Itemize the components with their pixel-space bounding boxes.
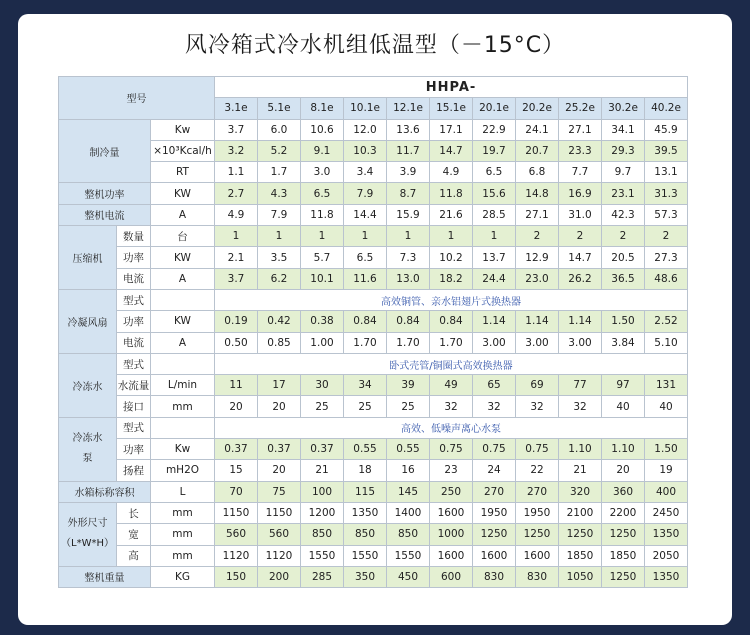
value-cell: 10.6 — [301, 119, 344, 140]
value-cell: 250 — [430, 481, 473, 502]
value-cell: 21 — [301, 460, 344, 481]
value-cell: 34 — [344, 375, 387, 396]
value-cell: 2100 — [559, 502, 602, 523]
value-cell: 1950 — [516, 502, 559, 523]
value-cell: 25 — [301, 396, 344, 417]
value-cell: 6.8 — [516, 162, 559, 183]
value-cell: 27.1 — [516, 204, 559, 225]
sub-label: 接口 — [117, 396, 151, 417]
value-cell: 65 — [473, 375, 516, 396]
unit-weight-label: 整机重量 — [59, 566, 151, 587]
unit-cell — [151, 353, 215, 374]
value-cell: 19.7 — [473, 140, 516, 161]
value-cell: 9.1 — [301, 140, 344, 161]
unit-cell: mH2O — [151, 460, 215, 481]
value-cell: 360 — [602, 481, 645, 502]
value-cell: 23.0 — [516, 268, 559, 289]
value-cell: 20 — [258, 396, 301, 417]
unit-cell: mm — [151, 545, 215, 566]
value-cell: 31.3 — [645, 183, 688, 204]
value-cell: 3.0 — [301, 162, 344, 183]
value-cell: 1600 — [430, 545, 473, 566]
value-cell: 40 — [602, 396, 645, 417]
value-cell: 29.3 — [602, 140, 645, 161]
value-cell: 1950 — [473, 502, 516, 523]
unit-cell: Kw — [151, 439, 215, 460]
sub-label: 型式 — [117, 353, 151, 374]
value-cell: 39.5 — [645, 140, 688, 161]
value-cell: 2.1 — [215, 247, 258, 268]
spec-table — [58, 76, 688, 588]
condenser-fan-label: 冷凝风扇 — [59, 289, 117, 353]
value-cell: 24.1 — [516, 119, 559, 140]
value-cell: 15 — [215, 460, 258, 481]
value-cell: 1.10 — [559, 439, 602, 460]
value-cell: 850 — [301, 524, 344, 545]
value-cell: 18.2 — [430, 268, 473, 289]
value-cell: 57.3 — [645, 204, 688, 225]
spec-sheet-panel — [18, 14, 732, 625]
table-row — [59, 204, 688, 225]
value-cell: 4.9 — [430, 162, 473, 183]
value-cell: 14.4 — [344, 204, 387, 225]
value-cell: 830 — [516, 566, 559, 587]
value-cell: 24 — [473, 460, 516, 481]
value-cell: 0.37 — [301, 439, 344, 460]
value-cell: 20 — [258, 460, 301, 481]
table-row — [59, 524, 688, 545]
value-cell: 11.6 — [344, 268, 387, 289]
table-row — [59, 396, 688, 417]
value-cell: 2 — [645, 226, 688, 247]
value-cell: 6.5 — [344, 247, 387, 268]
value-cell: 2 — [516, 226, 559, 247]
evaporator-type-desc: 卧式壳管/铜圈式高效换热器 — [215, 353, 688, 374]
table-row — [59, 353, 688, 374]
value-cell: 70 — [215, 481, 258, 502]
table-row — [59, 226, 688, 247]
chilled-water-label: 冷冻水 — [59, 353, 117, 417]
value-cell: 20.5 — [602, 247, 645, 268]
value-cell: 1150 — [258, 502, 301, 523]
dimensions-label: 外形尺寸（L*W*H） — [59, 502, 117, 566]
table-row — [59, 375, 688, 396]
unit-cell — [151, 417, 215, 438]
value-cell: 0.38 — [301, 311, 344, 332]
value-cell: 3.7 — [215, 268, 258, 289]
model-suffix-cell: 10.1e — [344, 98, 387, 119]
value-cell: 25 — [344, 396, 387, 417]
value-cell: 6.5 — [301, 183, 344, 204]
value-cell: 1250 — [559, 524, 602, 545]
value-cell: 20 — [602, 460, 645, 481]
value-cell: 12.9 — [516, 247, 559, 268]
value-cell: 1.14 — [516, 311, 559, 332]
value-cell: 1.50 — [602, 311, 645, 332]
value-cell: 1 — [215, 226, 258, 247]
value-cell: 11.8 — [301, 204, 344, 225]
compressor-label: 压缩机 — [59, 226, 117, 290]
value-cell: 22.9 — [473, 119, 516, 140]
table-row — [59, 417, 688, 438]
value-cell: 115 — [344, 481, 387, 502]
value-cell: 12.0 — [344, 119, 387, 140]
value-cell: 6.5 — [473, 162, 516, 183]
value-cell: 1600 — [516, 545, 559, 566]
value-cell: 48.6 — [645, 268, 688, 289]
sub-label: 高 — [117, 545, 151, 566]
table-row — [59, 289, 688, 310]
value-cell: 6.0 — [258, 119, 301, 140]
value-cell: 1.14 — [559, 311, 602, 332]
value-cell: 69 — [516, 375, 559, 396]
value-cell: 5.7 — [301, 247, 344, 268]
value-cell: 2200 — [602, 502, 645, 523]
value-cell: 6.2 — [258, 268, 301, 289]
value-cell: 7.9 — [258, 204, 301, 225]
value-cell: 34.1 — [602, 119, 645, 140]
value-cell: 0.55 — [387, 439, 430, 460]
value-cell: 23 — [430, 460, 473, 481]
unit-cell: KW — [151, 183, 215, 204]
value-cell: 14.7 — [430, 140, 473, 161]
unit-cell: mm — [151, 524, 215, 545]
value-cell: 131 — [645, 375, 688, 396]
value-cell: 18 — [344, 460, 387, 481]
unit-cell: A — [151, 332, 215, 353]
table-row — [59, 247, 688, 268]
value-cell: 21 — [559, 460, 602, 481]
table-row — [59, 460, 688, 481]
table-row — [59, 140, 688, 161]
value-cell: 16.9 — [559, 183, 602, 204]
value-cell: 26.2 — [559, 268, 602, 289]
value-cell: 400 — [645, 481, 688, 502]
value-cell: 0.75 — [430, 439, 473, 460]
value-cell: 32 — [473, 396, 516, 417]
value-cell: 2 — [602, 226, 645, 247]
value-cell: 1 — [344, 226, 387, 247]
value-cell: 2 — [559, 226, 602, 247]
value-cell: 27.1 — [559, 119, 602, 140]
value-cell: 3.00 — [559, 332, 602, 353]
value-cell: 13.6 — [387, 119, 430, 140]
value-cell: 1 — [430, 226, 473, 247]
model-suffix-cell: 15.1e — [430, 98, 473, 119]
value-cell: 3.2 — [215, 140, 258, 161]
value-cell: 1.1 — [215, 162, 258, 183]
model-suffix-cell: 30.2e — [602, 98, 645, 119]
chilled-water-pump-label: 冷冻水泵 — [59, 417, 117, 481]
sub-label: 电流 — [117, 332, 151, 353]
sub-label: 长 — [117, 502, 151, 523]
value-cell: 450 — [387, 566, 430, 587]
value-cell: 11.7 — [387, 140, 430, 161]
model-suffix-cell: 8.1e — [301, 98, 344, 119]
value-cell: 24.4 — [473, 268, 516, 289]
value-cell: 13.0 — [387, 268, 430, 289]
value-cell: 0.42 — [258, 311, 301, 332]
value-cell: 0.85 — [258, 332, 301, 353]
value-cell: 850 — [344, 524, 387, 545]
unit-cell: A — [151, 204, 215, 225]
value-cell: 320 — [559, 481, 602, 502]
value-cell: 1.70 — [430, 332, 473, 353]
unit-cell: A — [151, 268, 215, 289]
value-cell: 4.9 — [215, 204, 258, 225]
value-cell: 7.7 — [559, 162, 602, 183]
value-cell: 1550 — [301, 545, 344, 566]
value-cell: 45.9 — [645, 119, 688, 140]
value-cell: 1350 — [344, 502, 387, 523]
value-cell: 16 — [387, 460, 430, 481]
unit-current-label: 整机电流 — [59, 204, 151, 225]
value-cell: 1.70 — [387, 332, 430, 353]
value-cell: 13.1 — [645, 162, 688, 183]
value-cell: 1.00 — [301, 332, 344, 353]
value-cell: 40 — [645, 396, 688, 417]
value-cell: 0.75 — [516, 439, 559, 460]
value-cell: 14.7 — [559, 247, 602, 268]
sub-label: 功率 — [117, 247, 151, 268]
value-cell: 1 — [473, 226, 516, 247]
sub-label: 功率 — [117, 311, 151, 332]
value-cell: 3.00 — [516, 332, 559, 353]
unit-power-label: 整机功率 — [59, 183, 151, 204]
unit-cell: RT — [151, 162, 215, 183]
model-suffix-cell: 5.1e — [258, 98, 301, 119]
value-cell: 1350 — [645, 524, 688, 545]
value-cell: 1.50 — [645, 439, 688, 460]
value-cell: 1.70 — [344, 332, 387, 353]
value-cell: 22 — [516, 460, 559, 481]
value-cell: 1850 — [559, 545, 602, 566]
value-cell: 19 — [645, 460, 688, 481]
model-label: 型号 — [59, 77, 215, 120]
value-cell: 2.7 — [215, 183, 258, 204]
value-cell: 0.84 — [387, 311, 430, 332]
value-cell: 1600 — [430, 502, 473, 523]
value-cell: 1150 — [215, 502, 258, 523]
table-row — [59, 162, 688, 183]
unit-cell: KW — [151, 247, 215, 268]
value-cell: 4.3 — [258, 183, 301, 204]
unit-cell — [151, 289, 215, 310]
table-row — [59, 439, 688, 460]
value-cell: 15.6 — [473, 183, 516, 204]
value-cell: 150 — [215, 566, 258, 587]
value-cell: 23.3 — [559, 140, 602, 161]
value-cell: 560 — [258, 524, 301, 545]
value-cell: 8.7 — [387, 183, 430, 204]
pump-type-desc: 高效、低噪声离心水泵 — [215, 417, 688, 438]
value-cell: 10.2 — [430, 247, 473, 268]
value-cell: 77 — [559, 375, 602, 396]
value-cell: 10.3 — [344, 140, 387, 161]
value-cell: 17.1 — [430, 119, 473, 140]
value-cell: 3.84 — [602, 332, 645, 353]
value-cell: 1250 — [602, 524, 645, 545]
value-cell: 7.3 — [387, 247, 430, 268]
value-cell: 1000 — [430, 524, 473, 545]
value-cell: 200 — [258, 566, 301, 587]
sub-label: 电流 — [117, 268, 151, 289]
value-cell: 1120 — [258, 545, 301, 566]
table-row — [59, 119, 688, 140]
value-cell: 97 — [602, 375, 645, 396]
value-cell: 17 — [258, 375, 301, 396]
model-suffix-cell: 40.2e — [645, 98, 688, 119]
value-cell: 270 — [473, 481, 516, 502]
value-cell: 31.0 — [559, 204, 602, 225]
value-cell: 11 — [215, 375, 258, 396]
value-cell: 1.10 — [602, 439, 645, 460]
value-cell: 20 — [215, 396, 258, 417]
value-cell: 5.2 — [258, 140, 301, 161]
value-cell: 1250 — [473, 524, 516, 545]
value-cell: 3.5 — [258, 247, 301, 268]
value-cell: 14.8 — [516, 183, 559, 204]
value-cell: 600 — [430, 566, 473, 587]
table-row — [59, 545, 688, 566]
value-cell: 850 — [387, 524, 430, 545]
value-cell: 32 — [559, 396, 602, 417]
sub-label: 型式 — [117, 417, 151, 438]
unit-cell: 台 — [151, 226, 215, 247]
value-cell: 13.7 — [473, 247, 516, 268]
value-cell: 5.10 — [645, 332, 688, 353]
value-cell: 1 — [258, 226, 301, 247]
value-cell: 25 — [387, 396, 430, 417]
value-cell: 2450 — [645, 502, 688, 523]
value-cell: 0.50 — [215, 332, 258, 353]
value-cell: 21.6 — [430, 204, 473, 225]
value-cell: 1550 — [387, 545, 430, 566]
value-cell: 285 — [301, 566, 344, 587]
value-cell: 1 — [301, 226, 344, 247]
value-cell: 0.19 — [215, 311, 258, 332]
value-cell: 1050 — [559, 566, 602, 587]
value-cell: 28.5 — [473, 204, 516, 225]
value-cell: 270 — [516, 481, 559, 502]
condenser-type-desc: 高效铜管、亲水铝翅片式换热器 — [215, 289, 688, 310]
unit-cell: L/min — [151, 375, 215, 396]
value-cell: 32 — [430, 396, 473, 417]
table-row — [59, 502, 688, 523]
table-row — [59, 268, 688, 289]
value-cell: 1.14 — [473, 311, 516, 332]
model-header-row — [59, 77, 688, 98]
value-cell: 350 — [344, 566, 387, 587]
value-cell: 100 — [301, 481, 344, 502]
value-cell: 1350 — [645, 566, 688, 587]
value-cell: 1 — [387, 226, 430, 247]
page-title: 风冷箱式冷水机组低温型（－15°C） — [184, 33, 566, 58]
sub-label: 宽 — [117, 524, 151, 545]
unit-cell: L — [151, 481, 215, 502]
value-cell: 0.37 — [258, 439, 301, 460]
unit-cell: KG — [151, 566, 215, 587]
value-cell: 0.55 — [344, 439, 387, 460]
value-cell: 0.84 — [344, 311, 387, 332]
value-cell: 36.5 — [602, 268, 645, 289]
value-cell: 42.3 — [602, 204, 645, 225]
value-cell: 3.7 — [215, 119, 258, 140]
value-cell: 1850 — [602, 545, 645, 566]
tank-volume-label: 水箱标称容积 — [59, 481, 151, 502]
unit-cell: mm — [151, 396, 215, 417]
value-cell: 9.7 — [602, 162, 645, 183]
unit-cell: mm — [151, 502, 215, 523]
value-cell: 20.7 — [516, 140, 559, 161]
value-cell: 1400 — [387, 502, 430, 523]
model-suffix-cell: 3.1e — [215, 98, 258, 119]
value-cell: 3.4 — [344, 162, 387, 183]
unit-cell: KW — [151, 311, 215, 332]
value-cell: 1120 — [215, 545, 258, 566]
sub-label: 水流量 — [117, 375, 151, 396]
sub-label: 型式 — [117, 289, 151, 310]
value-cell: 49 — [430, 375, 473, 396]
value-cell: 2050 — [645, 545, 688, 566]
value-cell: 39 — [387, 375, 430, 396]
unit-cell: ×10³Kcal/h — [151, 140, 215, 161]
value-cell: 7.9 — [344, 183, 387, 204]
value-cell: 0.75 — [473, 439, 516, 460]
value-cell: 1600 — [473, 545, 516, 566]
value-cell: 3.9 — [387, 162, 430, 183]
value-cell: 0.84 — [430, 311, 473, 332]
table-row — [59, 311, 688, 332]
cooling-capacity-label: 制冷量 — [59, 119, 151, 183]
value-cell: 145 — [387, 481, 430, 502]
model-suffix-cell: 12.1e — [387, 98, 430, 119]
value-cell: 11.8 — [430, 183, 473, 204]
value-cell: 27.3 — [645, 247, 688, 268]
unit-cell: Kw — [151, 119, 215, 140]
value-cell: 32 — [516, 396, 559, 417]
value-cell: 1200 — [301, 502, 344, 523]
table-row — [59, 332, 688, 353]
value-cell: 15.9 — [387, 204, 430, 225]
value-cell: 560 — [215, 524, 258, 545]
model-series: HHPA- — [215, 77, 688, 98]
table-row — [59, 481, 688, 502]
value-cell: 23.1 — [602, 183, 645, 204]
value-cell: 3.00 — [473, 332, 516, 353]
value-cell: 0.37 — [215, 439, 258, 460]
value-cell: 1250 — [602, 566, 645, 587]
value-cell: 2.52 — [645, 311, 688, 332]
value-cell: 1550 — [344, 545, 387, 566]
value-cell: 10.1 — [301, 268, 344, 289]
value-cell: 75 — [258, 481, 301, 502]
value-cell: 1.7 — [258, 162, 301, 183]
model-suffix-cell: 20.2e — [516, 98, 559, 119]
value-cell: 30 — [301, 375, 344, 396]
value-cell: 830 — [473, 566, 516, 587]
table-row — [59, 566, 688, 587]
sub-label: 数量 — [117, 226, 151, 247]
model-suffix-cell: 20.1e — [473, 98, 516, 119]
table-row — [59, 183, 688, 204]
sub-label: 功率 — [117, 439, 151, 460]
value-cell: 1250 — [516, 524, 559, 545]
sub-label: 扬程 — [117, 460, 151, 481]
model-suffix-cell: 25.2e — [559, 98, 602, 119]
